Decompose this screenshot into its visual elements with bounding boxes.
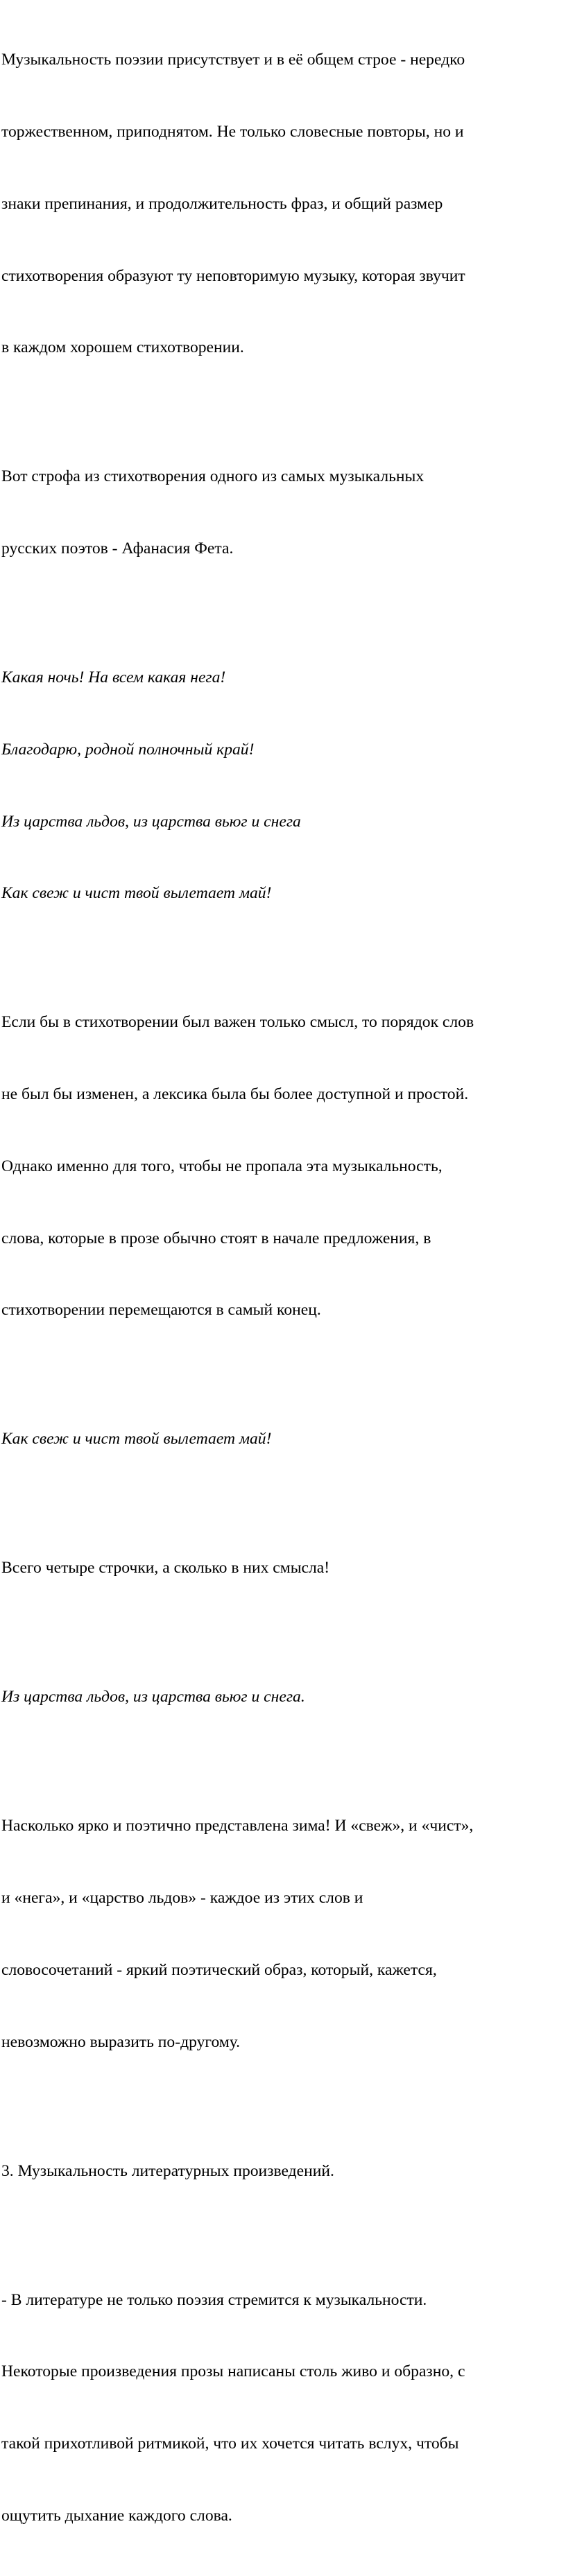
text-line: - В литературе не только поэзия стремится к музыкальности.: [1, 2290, 427, 2309]
text-line: ощутить дыхание каждого слова.: [1, 2506, 232, 2525]
paragraph-poetry-musicality: [1, 0, 566, 408]
paragraph-four-lines: [1, 1508, 566, 1628]
text-line: знаки препинания, и продолжительность фраз, и общий размер: [1, 194, 443, 213]
verse-line: Благодарю, родной полночный край!: [1, 740, 255, 759]
text-line: Однако именно для того, чтобы не пропала эта музыкальность,: [1, 1157, 443, 1175]
verse-line: Как свеж и чист твой вылетает май!: [1, 1430, 272, 1449]
poem-quote-may: [1, 1379, 566, 1499]
verse-line: Из царства льдов, из царства вьюг и снега: [1, 812, 301, 831]
text-line: русских поэтов - Афанасия Фета.: [1, 539, 234, 558]
section-heading-literature-musicality: [1, 2111, 566, 2231]
text-line: стихотворения образуют ту неповторимую музыку, которая звучит: [1, 266, 465, 285]
paragraph-winter: [1, 1766, 566, 2102]
verse-line: Из царства льдов, из царства вьюг и снега.: [1, 1688, 305, 1706]
text-line: не был бы изменен, а лексика была бы более доступной и простой.: [1, 1085, 469, 1104]
text-line: Вот строфа из стихотворения одного из самых музыкальных: [1, 467, 424, 486]
text-line: Если бы в стихотворении был важен только смысл, то порядок слов: [1, 1013, 474, 1032]
poem-stanza: [1, 618, 566, 953]
text-line: 3. Музыкальность литературных произведений.: [1, 2161, 334, 2180]
paragraph-fet-intro: [1, 417, 566, 609]
verse-line: Какая ночь! На всем какая нега!: [1, 668, 226, 687]
text-line: Музыкальность поэзии присутствует и в её общем строе - нередко: [1, 51, 465, 69]
text-line: такой прихотливой ритмикой, что их хочется читать вслух, чтобы: [1, 2435, 459, 2453]
verse-line: Как свеж и чист твой вылетает май!: [1, 884, 272, 903]
text-line: Некоторые произведения прозы написаны столь живо и образно, с: [1, 2362, 465, 2381]
text-line: невозможно выразить по-другому.: [1, 2032, 241, 2051]
text-line: и «нега», и «царство льдов» - каждое из этих слов и: [1, 1889, 363, 1908]
text-line: стихотворении перемещаются в самый конец.: [1, 1301, 321, 1320]
text-line: слова, которые в прозе обычно стоят в начале предложения, в: [1, 1229, 431, 1247]
text-line: Насколько ярко и поэтично представлена зима! И «свеж», и «чист»,: [1, 1817, 474, 1835]
text-line: торжественном, приподнятом. Не только словесные повторы, но и: [1, 122, 464, 141]
paragraph-word-order: [1, 962, 566, 1370]
text-line: в каждом хорошем стихотворении.: [1, 338, 244, 357]
text-line: словосочетаний - яркий поэтический образ, который, кажется,: [1, 1960, 437, 1979]
paragraph-prose: [1, 2240, 566, 2575]
poem-quote-ice: [1, 1637, 566, 1757]
text-line: Всего четыре строчки, а сколько в них смысла!: [1, 1559, 330, 1577]
